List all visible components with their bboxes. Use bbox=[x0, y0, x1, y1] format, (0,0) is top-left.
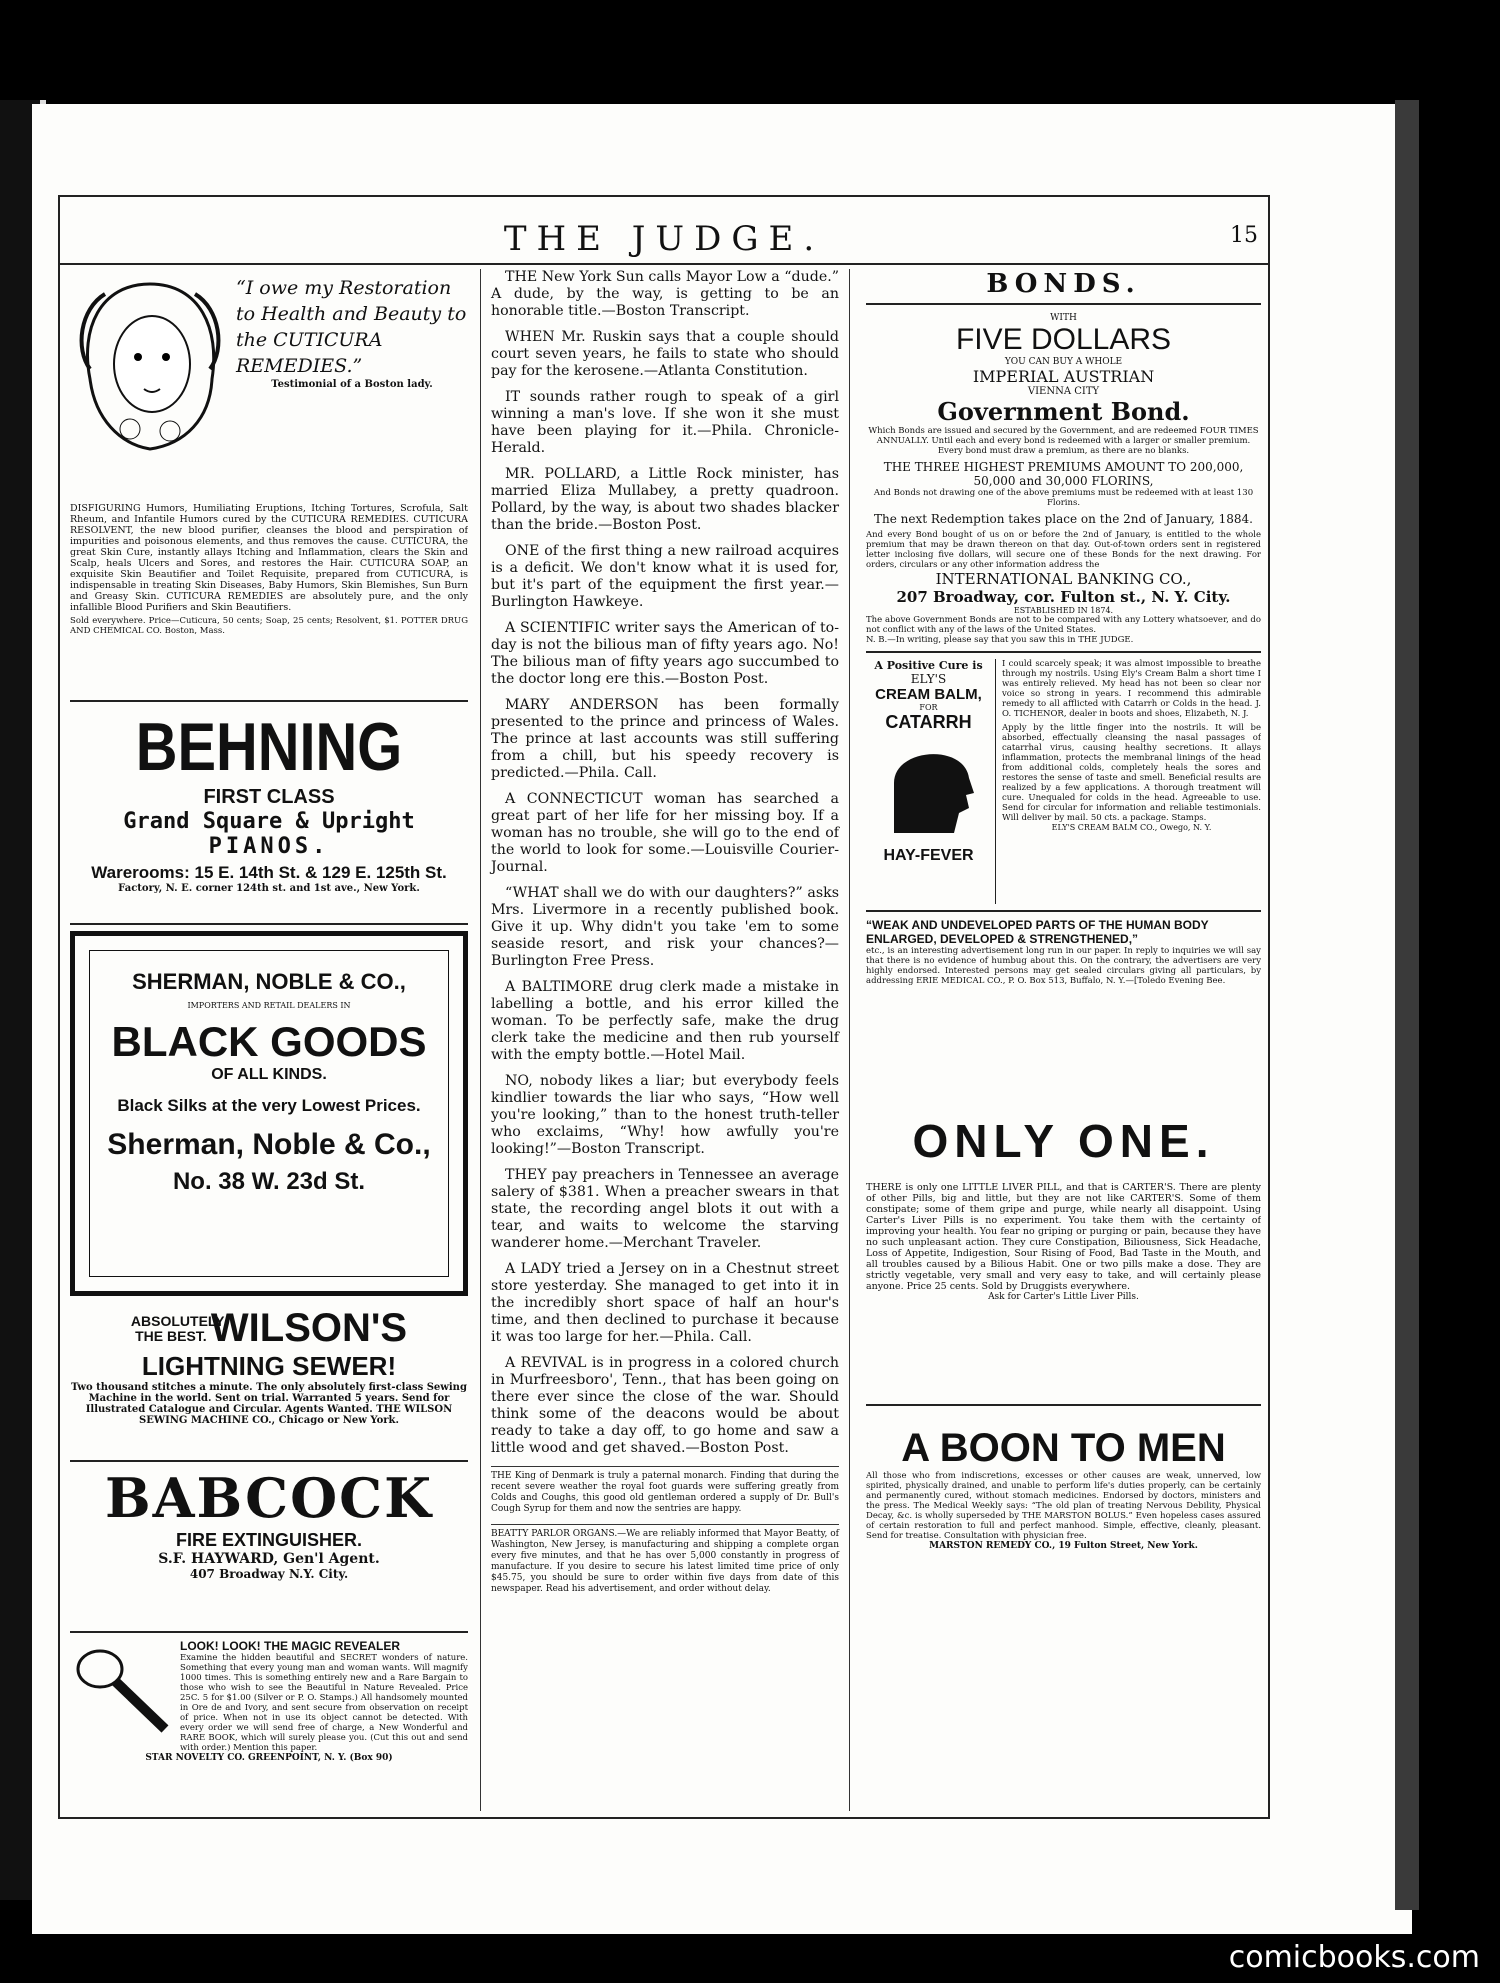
item: MR. POLLARD, a Little Rock minister, has married Eliza Mullabey, a pretty quadroon. Pollard, by the way, is about two shades blacker than the bride.—Boston Post. bbox=[491, 466, 839, 533]
wilson-name: WILSON'S bbox=[210, 1306, 408, 1350]
bonds-five: FIVE DOLLARS bbox=[955, 323, 1172, 356]
bonds-premiums: THE THREE HIGHEST PREMIUMS AMOUNT TO 200,000, 50,000 and 30,000 FLORINS, bbox=[883, 460, 1244, 488]
sherman-silks: Black Silks at the very Lowest Prices. bbox=[117, 1096, 421, 1115]
elys-for: FOR bbox=[919, 703, 938, 712]
revealer-ad bbox=[70, 1633, 468, 1809]
bonds-vienna: VIENNA CITY bbox=[1027, 386, 1100, 397]
bonds-p2: And Bonds not drawing one of the above premiums must be redeemed with at least 130 Florins. bbox=[873, 488, 1254, 508]
bonds-p1: Which Bonds are issued and secured by the Government, and are redeemed FOUR TIMES ANNUALLY. Until each and every bond is redeemed with a larger or smaller premium. Every bond must draw a premium, as there are no blanks. bbox=[868, 426, 1259, 456]
page-number: 15 bbox=[1230, 223, 1258, 248]
wilson-product: LIGHTNING SEWER! bbox=[141, 1351, 397, 1381]
cuticura-body: DISFIGURING Humors, Humiliating Eruptions, Itching Tortures, Scrofula, Salt Rheum, and Infantile Humors cured by the CUTICURA REMEDIES. CUTICURA RESOLVENT, the new blood purifier, cleanses the blood and perspiration of impurities and poisonous elements, and thus removes the cause. CUTICURA, the great Skin Cure, instantly allays Itching and Inflammation, clears the Skin and Scalp, heals Ulcers and Sores, and restores the Hair. CUTICURA SOAP, an exquisite Skin Beautifier and Toilet Requisite, prepared from CUTICURA, is indispensable in treating Skin Diseases, Baby Humors, Skin Blemishes, Sun Burn and Greasy Skin. CUTICURA REMEDIES are absolutely pure, and the only infallible Blood Purifiers and Skin Beautifiers. bbox=[70, 503, 468, 613]
babcock-ad bbox=[70, 1462, 468, 1633]
babcock-agent: S.F. HAYWARD, Gen'l Agent. bbox=[158, 1551, 380, 1567]
bonds-next: The next Redemption takes place on the 2nd of January, 1884. bbox=[874, 512, 1253, 526]
page-edge bbox=[1395, 100, 1419, 1910]
sherman-name: SHERMAN, NOBLE & CO., bbox=[132, 969, 406, 994]
item: ONE of the first thing a new railroad acquires is a deficit. We don't know what it is used for, but it's part of the equipment the first year.—Burlington Hawkeye. bbox=[491, 543, 839, 610]
elys-name: ELY'S bbox=[910, 672, 947, 686]
bonds-p5: N. B.—In writing, please say that you saw this in THE JUDGE. bbox=[866, 635, 1134, 645]
babcock-address: 407 Broadway N.Y. City. bbox=[189, 1567, 349, 1581]
item: “WHAT shall we do with our daughters?” asks Mrs. Livermore in a recently published book. Give it up. Why didn't you take 'em to some seaside resort, and risk your chances?—Burlington Free Press. bbox=[491, 885, 839, 969]
behning-name: BEHNING bbox=[135, 709, 403, 785]
head-profile-icon bbox=[874, 733, 984, 843]
behning-line3: PIANOS. bbox=[208, 834, 330, 859]
page-frame bbox=[58, 195, 1270, 1819]
item: A LADY tried a Jersey on in a Chestnut street store yesterday. She managed to get into it in the incredibly short space of half an hour's time, and then declined to purchase it because it was too large for her.—Phila. Call. bbox=[491, 1261, 839, 1345]
bonds-title: BONDS. bbox=[866, 269, 1261, 305]
boon-ad bbox=[866, 1406, 1261, 1551]
sherman-kinds: OF ALL KINDS. bbox=[211, 1066, 327, 1083]
bonds-p4: The above Government Bonds are not to be compared with any Lottery whatsoever, and do not conflict with any of the laws of the United States. bbox=[866, 615, 1261, 635]
bonds-with: WITH bbox=[1050, 313, 1077, 323]
boon-body: All those who from indiscretions, excesses or other causes are weak, unnerved, low spirited, physically drained, and unable to perform life's duties properly, can be certainly and permanently cured, without stomach medicines. Endorsed by doctors, ministers and the press. The Medical Weekly says: “The old plan of treating Nervous Debility, Physical Decay, &c. is wholly superseded by THE MARSTON BOLUS.” Even hopeless cases assured of certain restoration to full and perfect manhood. Simple, effective, cleanly, pleasant. Send for treatise. Consultation with physician free. bbox=[866, 1471, 1261, 1541]
boon-address: MARSTON REMEDY CO., 19 Fulton Street, New York. bbox=[929, 1541, 1198, 1551]
weak-body: etc., is an interesting advertisement long run in our paper. In reply to inquiries we will say that there is no evidence of humbug about this. On the contrary, the advertisers are very highly endorsed. Interested persons may get sealed circulars giving all particulars, by addressing ERIE MEDICAL CO., P. O. Box 513, Buffalo, N. Y.—[Toledo Evening Bee. bbox=[866, 946, 1261, 986]
column-right bbox=[866, 269, 1261, 1811]
item: THE New York Sun calls Mayor Low a “dude.” A dude, by the way, is getting to be an honorable title.—Boston Transcript. bbox=[491, 269, 839, 319]
carters-ad bbox=[866, 1114, 1261, 1406]
bonds-address: 207 Broadway, cor. Fulton st., N. Y. City. bbox=[896, 588, 1231, 606]
item: A REVIVAL is in progress in a colored church in Murfreesboro', Tenn., that has been going on there ever since the close of the war. Should think some of the deacons would be about ready to take a day off, to go home and saw a little wood and get shaved.—Boston Post. bbox=[491, 1355, 839, 1456]
item: A SCIENTIFIC writer says the American of to-day is not the bilious man of fifty years ago. No! The bilious man of fifty years ago succumbed to the doctor long ere this.—Boston Post. bbox=[491, 620, 839, 687]
item: IT sounds rather rough to speak of a girl winning a man's love. If she won it she must have been playing for it.—Phila. Chronicle-Herald. bbox=[491, 389, 839, 456]
elys-hay: HAY-FEVER bbox=[883, 847, 974, 864]
sherman-headline: BLACK GOODS bbox=[111, 1018, 427, 1065]
cuticura-footer: Sold everywhere. Price—Cuticura, 50 cents; Soap, 25 cents; Resolvent, $1. POTTER DRUG AND CHEMICAL CO. Boston, Mass. bbox=[70, 616, 468, 636]
cuticura-quote: “I owe my Restoration to Health and Beauty to the CUTICURA REMEDIES.” bbox=[236, 277, 467, 377]
revealer-footer: STAR NOVELTY CO. GREENPOINT, N. Y. (Box 90) bbox=[145, 1753, 393, 1763]
bonds-gov: Government Bond. bbox=[937, 397, 1190, 426]
sherman-sub: IMPORTERS AND RETAIL DEALERS IN bbox=[187, 1001, 351, 1010]
watermark: comicbooks.com bbox=[1228, 1940, 1480, 1975]
behning-ad bbox=[70, 700, 468, 925]
elys-positive: A Positive Cure is bbox=[874, 659, 983, 672]
bonds-est: ESTABLISHED IN 1874. bbox=[1013, 606, 1114, 615]
elys-balm: CREAM BALM, bbox=[875, 686, 982, 703]
elys-ad bbox=[866, 653, 1261, 912]
behning-line1: FIRST CLASS bbox=[203, 786, 335, 808]
weak-ad bbox=[866, 912, 1261, 1044]
babcock-name: BABCOCK bbox=[104, 1466, 434, 1530]
masthead: THE JUDGE. bbox=[503, 219, 825, 259]
weak-head: “WEAK AND UNDEVELOPED PARTS OF THE HUMAN BODY ENLARGED, DEVELOPED & STRENGTHENED,” bbox=[866, 918, 1209, 946]
portrait-illustration bbox=[70, 269, 230, 459]
sherman-name2: Sherman, Noble & Co., bbox=[107, 1128, 431, 1161]
notice: BEATTY PARLOR ORGANS.—We are reliably informed that Mayor Beatty, of Washington, New Jersey, is manufacturing and shipping a complete organ every five minutes, and that he has over 5,000 constantly in progress of manufacture. If you desire to secure his latest limited time price of only $45.75, you should be sure to order within five days from date of this newspaper. Read his advertisement, and order without delay. bbox=[491, 1524, 839, 1595]
item: NO, nobody likes a liar; but everybody feels kindlier towards the liar who says, “How well you're looking,” than to the honest truth-teller who exclaims, “Why! how awfully you're looking!”—Boston Transcript. bbox=[491, 1073, 839, 1157]
elys-catarrh: CATARRH bbox=[885, 712, 972, 732]
bonds-p3: And every Bond bought of us on or before the 2nd of January, is entitled to the whole premium that may be drawn thereon on that day. Out-of-town orders sent in registered letter inclosing five dollars, will secure one of these Bonds for the next drawing. For orders, circulars or any other information address the bbox=[866, 530, 1261, 570]
behning-factory: Factory, N. E. corner 124th st. and 1st ave., New York. bbox=[118, 883, 420, 894]
wilson-left: ABSOLUTELY THE BEST. bbox=[130, 1312, 225, 1344]
elys-co: ELY'S CREAM BALM CO., Owego, N. Y. bbox=[1051, 823, 1212, 832]
cuticura-ad bbox=[70, 269, 468, 694]
babcock-product: FIRE EXTINGUISHER. bbox=[175, 1530, 363, 1550]
item: THEY pay preachers in Tennessee an average salery of $381. When a preacher swears in that state, the recording angel blots it out with a tear, and waits to welcome the starving wanderer home.—Merchant Traveler. bbox=[491, 1167, 839, 1251]
item: A BALTIMORE drug clerk made a mistake in labelling a bottle, and his error killed the woman. To be perfectly safe, make the drug clerk take the medicine and then rub yourself with the empty bottle.—Hotel Mail. bbox=[491, 979, 839, 1063]
column-left bbox=[70, 269, 468, 1811]
revealer-head: LOOK! LOOK! THE MAGIC REVEALER bbox=[180, 1639, 400, 1653]
carters-ask: Ask for Carter's Little Liver Pills. bbox=[988, 1292, 1139, 1302]
bonds-company: INTERNATIONAL BANKING CO., bbox=[935, 570, 1192, 588]
bonds-ad bbox=[866, 269, 1261, 653]
item: MARY ANDERSON has been formally presented to the prince and princess of Wales. The prince at last accounts was still suffering from a chill, but his speedy recovery is predicted.—Phila. Call. bbox=[491, 697, 839, 781]
carters-title: ONLY ONE. bbox=[912, 1115, 1215, 1167]
item: A CONNECTICUT woman has searched a great part of her life for her missing boy. If a woman has no trouble, she will go to the end of the world to look for some.—Louisville Courier-Journal. bbox=[491, 791, 839, 875]
elys-apply: Apply by the little finger into the nostrils. It will be absorbed, effectually cleansing the nasal passages of catarrhal virus, causing healthy secretions. It allays inflammation, protects the membranal linings of the head from additional colds, completely heals the sores and restores the sense of taste and smell. Beneficial results are realized by a few applications. A thorough treatment will cure. Unequaled for colds in the head. Agreeable to use. Send for circular for information and reliable testimonials. Will deliver by mail. 50 cts. a package. Stamps. bbox=[1002, 723, 1261, 823]
revealer-body: Examine the hidden beautiful and SECRET wonders of nature. Something that every young man and woman wants. Will magnify 1000 times. This is something entirely new and a Rare Bargain to those who wish to see the Beautiful in Nature Revealed. Price 25C. 5 for $1.00 (Silver or P. O. Stamps.) All handsomely mounted in Ore de and Ivory, and sent secure from observation on receipt of price. When not in use its object cannot be detected. With every order we will send free of charge, a New Wonderful and RARE BOOK, which will surely please you. (Cut this out and send with order.) Mention this paper. bbox=[180, 1653, 468, 1753]
masthead-rule bbox=[60, 263, 1268, 265]
boon-title: A BOON TO MEN bbox=[901, 1426, 1226, 1470]
carters-body: THERE is only one LITTLE LIVER PILL, and that is CARTER'S. There are plenty of other Pills, big and little, but they are not like CARTER'S. Some of them constipate; some of them gripe and purge, while nearly all disappoint. Using Carter's Liver Pills is no experiment. You take them with the certainty of improving your health. You fear no griping or purging or pain, because they have no such unpleasant action. They cure Constipation, Biliousness, Sick Headache, Loss of Appetite, Indigestion, Sour Rising of Food, Bad Taste in the Mouth, and all troubles caused by a Bilious Habit. One or two pills make a dose. They are strictly vegetable, very small and very easy to take, and will certainly please anyone. Price 25 cents. Sold by Druggists everywhere. bbox=[866, 1182, 1261, 1292]
notice: THE King of Denmark is truly a paternal monarch. Finding that during the recent severe weather the royal foot guards were suffering greatly from Colds and Coughs, this good old gentleman ordered a supply of Dr. Bull's Cough Syrup for them and now the sentries are happy. bbox=[491, 1466, 839, 1515]
bonds-imperial: IMPERIAL AUSTRIAN bbox=[972, 367, 1155, 386]
sherman-address: No. 38 W. 23d St. bbox=[172, 1168, 366, 1195]
wilson-body: Two thousand stitches a minute. The only absolutely first-class Sewing Machine in the world. Sent on trial. Warranted 5 years. Send for Illustrated Catalogue and Circular. Agents Wanted. THE WILSON SEWING MACHINE CO., Chicago or New York. bbox=[71, 1382, 467, 1426]
item: WHEN Mr. Ruskin says that a couple should court seven years, he fails to state who should pay for the kerosene.—Atlanta Constitution. bbox=[491, 329, 839, 379]
sherman-ad bbox=[70, 931, 468, 1296]
column-middle bbox=[480, 269, 850, 1811]
elys-right: I could scarcely speak; it was almost impossible to breathe through my nostrils. Using Ely's Cream Balm a short time I was entirely relieved. My head has not been so clear nor voice so strong in years. I recommend this admirable remedy to all afflicted with Catarrh or Colds in the head. J. O. TICHENOR, dealer in boots and shoes, Elizabeth, N. J. bbox=[1002, 659, 1261, 719]
bonds-buy: YOU CAN BUY A WHOLE bbox=[1004, 357, 1123, 367]
behning-warerooms: Warerooms: 15 E. 14th St. & 129 E. 125th St. bbox=[91, 863, 447, 882]
wilson-ad bbox=[70, 1302, 468, 1462]
behning-line2: Grand Square & Upright bbox=[123, 809, 415, 834]
magnifier-icon bbox=[70, 1639, 180, 1749]
cuticura-caption: Testimonial of a Boston lady. bbox=[271, 379, 433, 390]
